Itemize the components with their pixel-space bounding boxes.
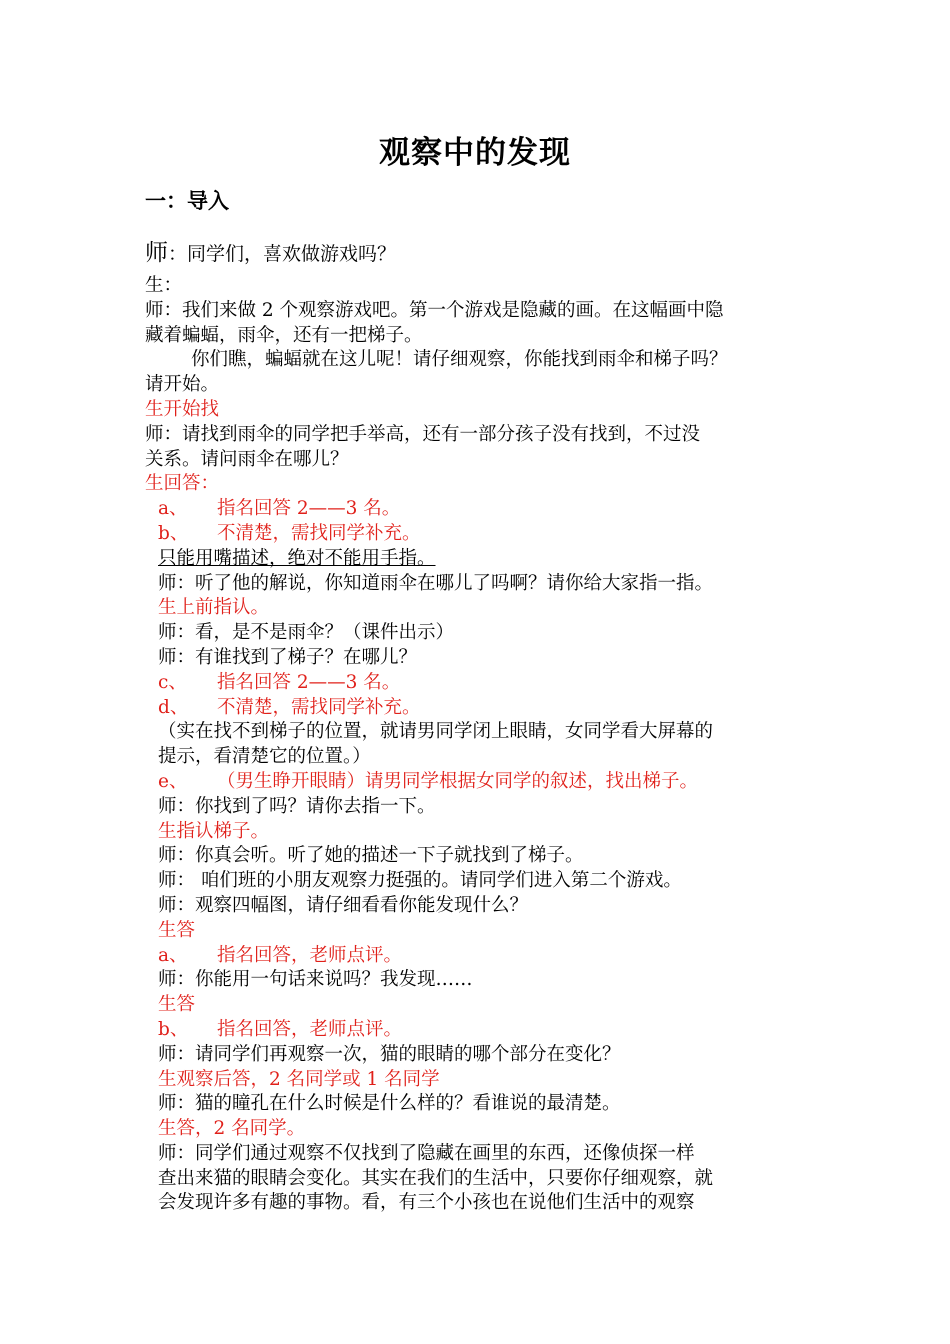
text-line xyxy=(145,398,813,423)
text-line xyxy=(145,497,813,522)
line-text: 师：请同学们再观察一次，猫的眼睛的哪个部分在变化？ xyxy=(158,1043,621,1065)
line-text: 请开始。 xyxy=(145,374,220,396)
line-text: 会发现许多有趣的事物。看，有三个小孩也在说他们生活中的观察 xyxy=(158,1192,695,1214)
line-text: （男生睁开眼睛）请男同学根据女同学的叙述，找出梯子。 xyxy=(217,770,699,792)
line-text: 指名回答，老师点评。 xyxy=(217,1018,403,1040)
list-marker: a、 xyxy=(158,498,188,520)
line-text: 师：我们来做 2 个观察游戏吧。第一个游戏是隐藏的画。在这幅画中隐 xyxy=(145,299,724,321)
text-line xyxy=(145,696,813,721)
opening-line xyxy=(145,234,396,267)
list-marker: e、 xyxy=(158,770,188,792)
text-line xyxy=(145,869,813,894)
text-line xyxy=(145,844,813,869)
text-line xyxy=(145,274,813,299)
line-text: 师： 咱们班的小朋友观察力挺强的。请同学们进入第二个游戏。 xyxy=(158,870,682,892)
text-line xyxy=(145,968,813,993)
text-line xyxy=(145,1068,813,1093)
text-line xyxy=(145,621,813,646)
text-line xyxy=(145,770,813,795)
line-text: 生： xyxy=(145,275,183,296)
text-line xyxy=(145,795,813,820)
text-line xyxy=(145,1167,813,1192)
list-marker: d、 xyxy=(158,696,189,718)
text-line xyxy=(145,1142,813,1167)
text-line xyxy=(145,348,813,373)
text-line xyxy=(145,820,813,845)
text-line xyxy=(145,1117,813,1142)
line-text: 师：同学们通过观察不仅找到了隐藏在画里的东西，还像侦探一样 xyxy=(158,1142,695,1164)
section-heading: 一：导入 xyxy=(145,189,229,213)
text-line xyxy=(145,522,813,547)
text-line xyxy=(145,894,813,919)
text-line xyxy=(145,299,813,324)
text-line xyxy=(145,745,813,770)
line-text: 师：你能用一句话来说吗？我发现…… xyxy=(158,969,473,991)
text-line xyxy=(145,1018,813,1043)
list-marker: a、 xyxy=(158,944,188,966)
text-line xyxy=(145,646,813,671)
line-text: （实在找不到梯子的位置，就请男同学闭上眼睛，女同学看大屏幕的 xyxy=(158,721,714,743)
line-text: 师：猫的瞳孔在什么时候是什么样的？看谁说的最清楚。 xyxy=(158,1093,621,1115)
line-text: 师：请找到雨伞的同学把手举高，还有一部分孩子没有找到，不过没 xyxy=(145,423,701,445)
text-line xyxy=(145,324,813,349)
line-text: 生答 xyxy=(158,994,196,1016)
line-text: 只能用嘴描述，绝对不能用手指。 xyxy=(158,547,436,569)
line-text: 生答，2 名同学。 xyxy=(158,1118,306,1140)
line-text: 师：你找到了吗？请你去指一下。 xyxy=(158,795,436,817)
line-text: 你们瞧，蝙蝠就在这儿呢！请仔细观察，你能找到雨伞和梯子吗？ xyxy=(191,349,728,371)
text-line xyxy=(145,596,813,621)
text-line xyxy=(145,373,813,398)
text-line xyxy=(145,944,813,969)
line-text: 师：有谁找到了梯子？在哪儿？ xyxy=(158,646,418,668)
line-text: 藏着蝙蝠，雨伞，还有一把梯子。 xyxy=(145,324,423,346)
text-line xyxy=(145,671,813,696)
text-line xyxy=(145,993,813,1018)
text-line xyxy=(145,423,813,448)
line-text: 师：听了他的解说，你知道雨伞在哪儿了吗啊？请你给大家指一指。 xyxy=(158,572,714,594)
line-text: 关系。请问雨伞在哪儿？ xyxy=(145,448,349,470)
text-line xyxy=(145,919,813,944)
line-text: 生上前指认。 xyxy=(158,597,270,619)
text-line xyxy=(145,720,813,745)
line-text: 生观察后答，2 名同学或 1 名同学 xyxy=(158,1068,440,1090)
text-line xyxy=(145,1191,813,1216)
line-text: 查出来猫的眼睛会变化。其实在我们的生活中，只要你仔细观察，就 xyxy=(158,1167,714,1189)
opening-text: ：同学们，喜欢做游戏吗？ xyxy=(168,243,397,265)
line-text: 指名回答 2——3 名。 xyxy=(217,671,401,693)
document-title: 观察中的发现 xyxy=(379,135,571,171)
list-marker: c、 xyxy=(158,671,187,693)
speaker-label: 师 xyxy=(145,240,168,266)
line-text: 不清楚，需找同学补充。 xyxy=(217,696,421,718)
line-text: 生指认梯子。 xyxy=(158,820,270,842)
line-text: 不清楚，需找同学补充。 xyxy=(217,522,421,544)
line-text: 师：观察四幅图，请仔细看看你能发现什么？ xyxy=(158,894,529,916)
line-text: 指名回答 2——3 名。 xyxy=(217,498,401,520)
line-text: 师：看，是不是雨伞？（课件出示） xyxy=(158,622,455,644)
line-text: 指名回答，老师点评。 xyxy=(217,944,403,966)
text-line xyxy=(145,1043,813,1068)
text-line xyxy=(145,1092,813,1117)
text-line xyxy=(145,547,813,572)
line-text: 提示，看清楚它的位置。） xyxy=(158,746,371,768)
list-marker: b、 xyxy=(158,522,189,544)
line-text: 生开始找 xyxy=(145,398,220,420)
list-marker: b、 xyxy=(158,1018,189,1040)
line-text: 生答 xyxy=(158,919,196,941)
lesson-body xyxy=(145,274,813,1216)
line-text: 生回答： xyxy=(145,473,220,495)
text-line xyxy=(145,572,813,597)
text-line xyxy=(145,448,813,473)
line-text: 师：你真会听。听了她的描述一下子就找到了梯子。 xyxy=(158,845,584,867)
text-line xyxy=(145,472,813,497)
